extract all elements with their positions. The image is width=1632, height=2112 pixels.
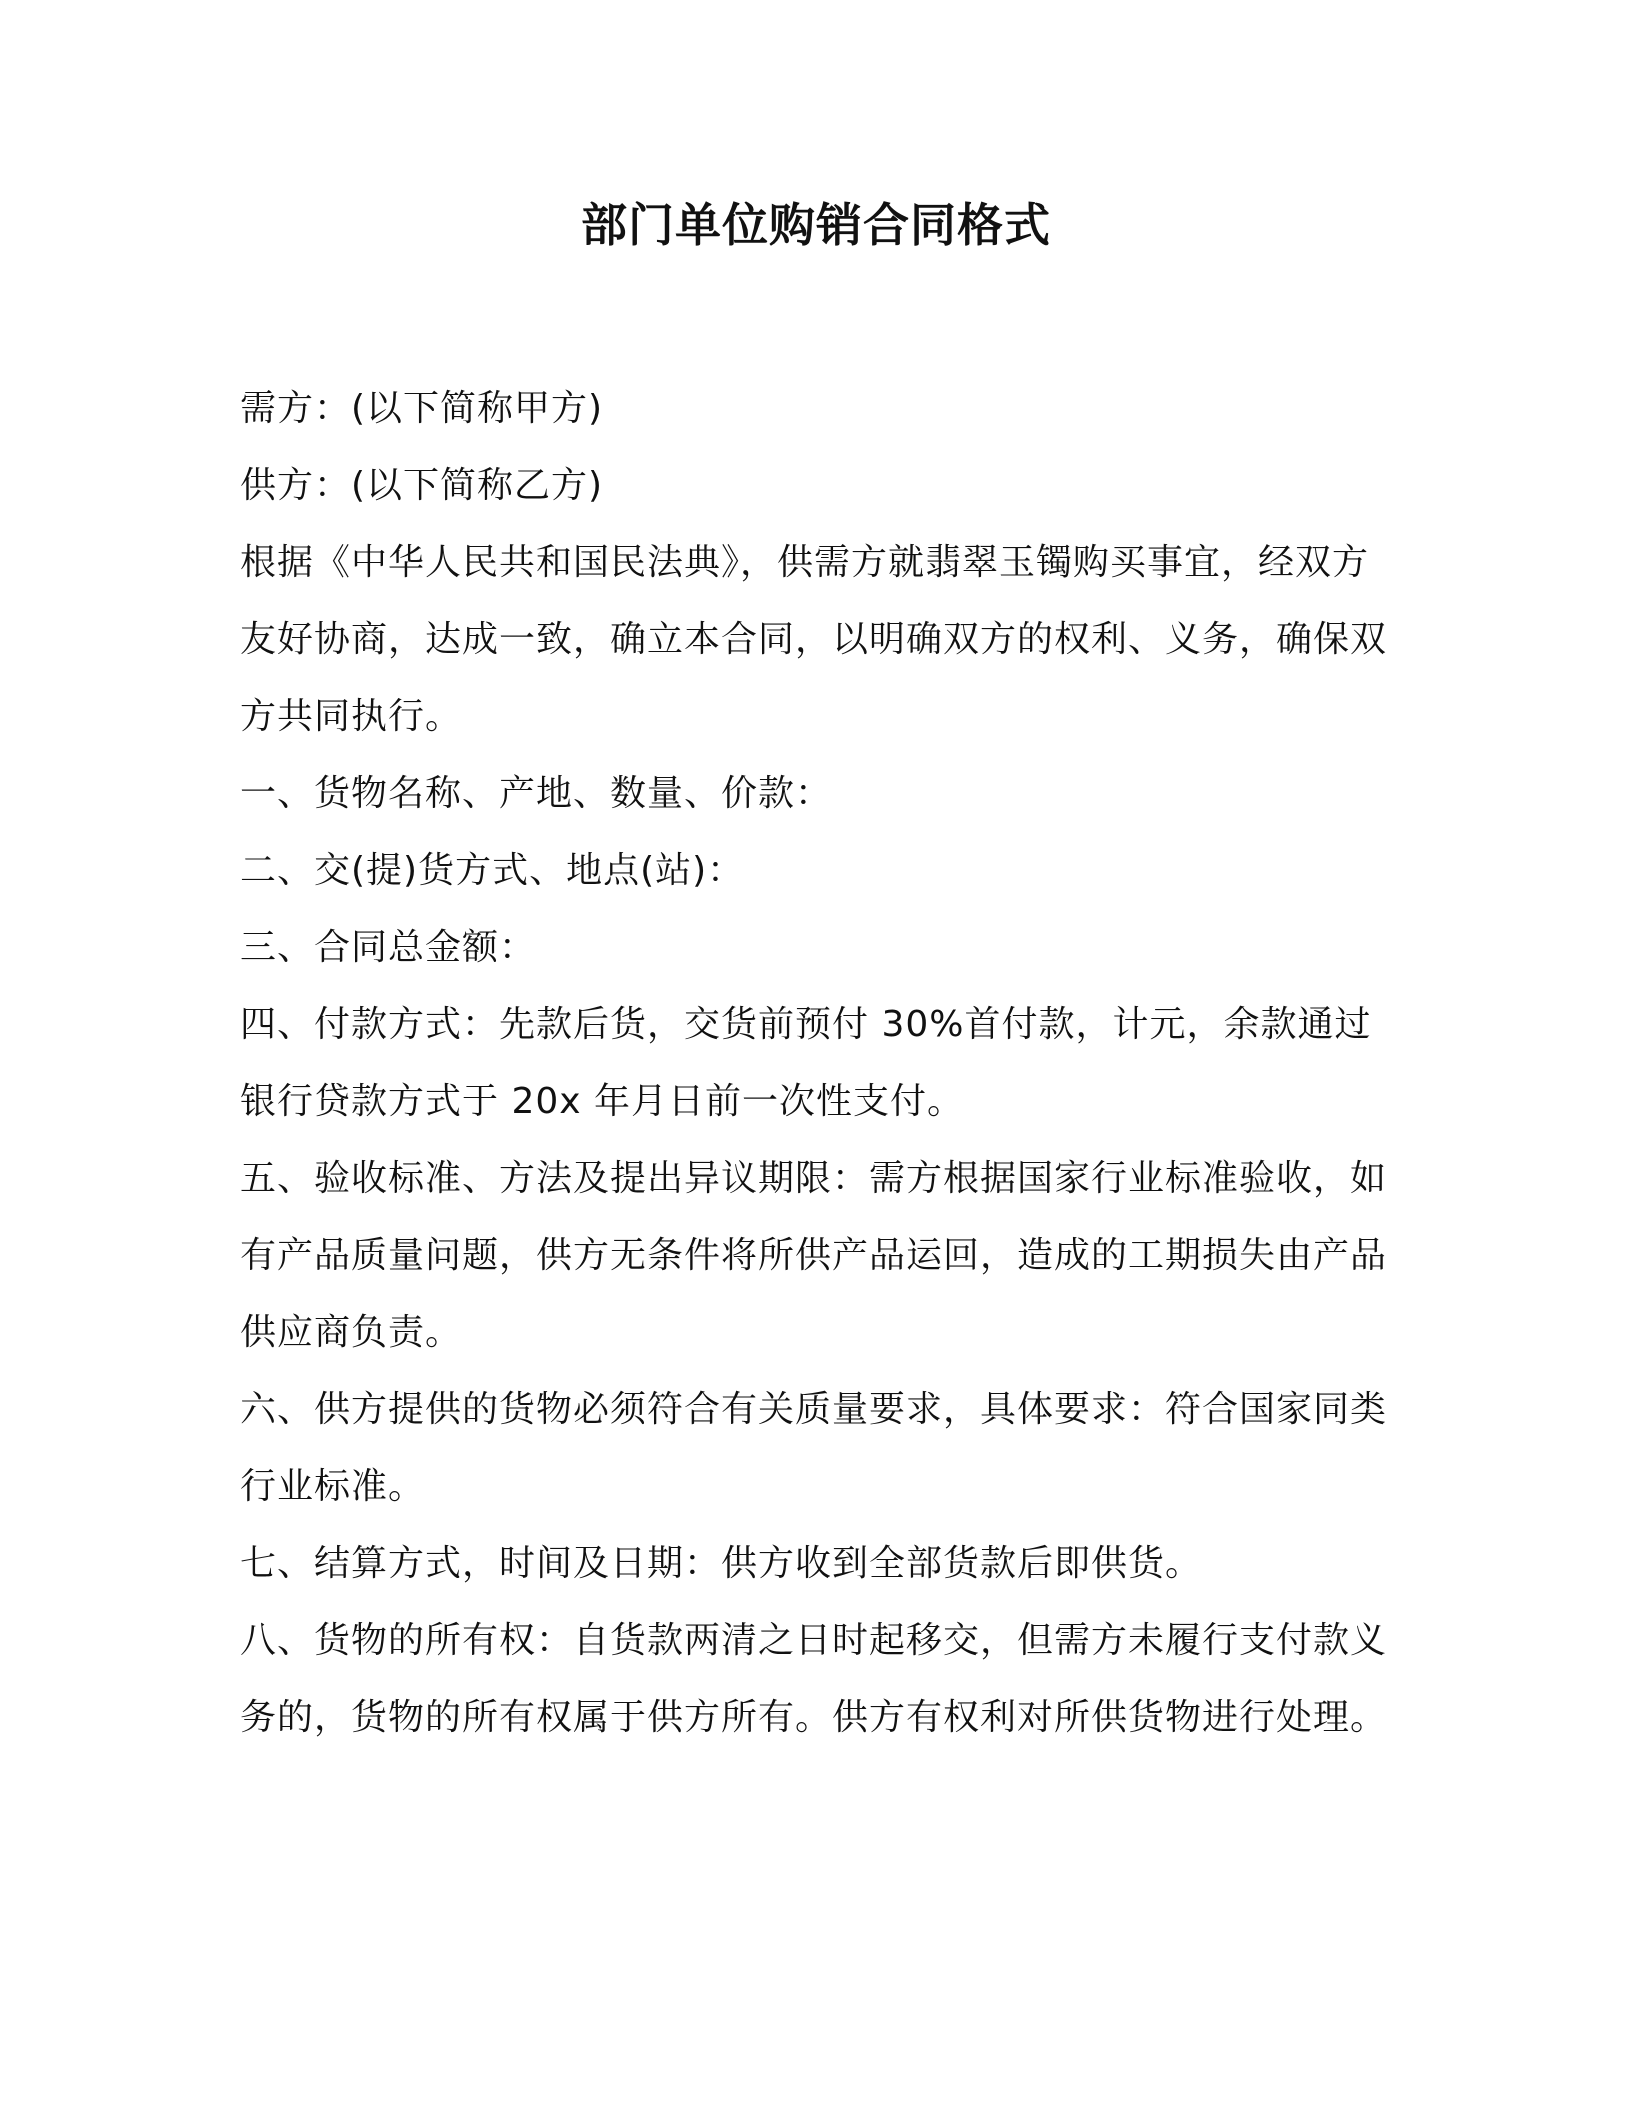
party-buyer-line: 需方：(以下简称甲方) <box>240 388 604 429</box>
clause-3: 三、合同总金额： <box>240 927 537 968</box>
clause-2: 二、交(提)货方式、地点(站)： <box>240 850 745 891</box>
party-supplier-line: 供方：(以下简称乙方) <box>240 465 604 506</box>
preamble-paragraph: 根据《中华人民共和国民法典》，供需方就翡翠玉镯购买事宜，经双方友好协商，达成一致，确立本合同，以明确双方的权利、义务，确保双方共同执行。 <box>240 542 1388 737</box>
clause-1: 一、货物名称、产地、数量、价款： <box>240 773 833 814</box>
page-title: 部门单位购销合同格式 <box>581 198 1051 252</box>
clause-7: 七、结算方式，时间及日期：供方收到全部货款后即供货。 <box>240 1543 1203 1584</box>
clause-5: 五、验收标准、方法及提出异议期限：需方根据国家行业标准验收，如有产品质量问题，供方无条件将所供产品运回，造成的工期损失由产品供应商负责。 <box>240 1158 1388 1353</box>
clause-8: 八、货物的所有权：自货款两清之日时起移交，但需方未履行支付款义务的，货物的所有权属于供方所有。供方有权利对所供货物进行处理。 <box>240 1620 1388 1738</box>
clause-6: 六、供方提供的货物必须符合有关质量要求，具体要求：符合国家同类行业标准。 <box>240 1389 1388 1507</box>
contract-body <box>240 370 1400 1756</box>
clause-4: 四、付款方式：先款后货，交货前预付 30%首付款，计元，余款通过银行贷款方式于 20x 年月日前一次性支付。 <box>240 1004 1372 1122</box>
